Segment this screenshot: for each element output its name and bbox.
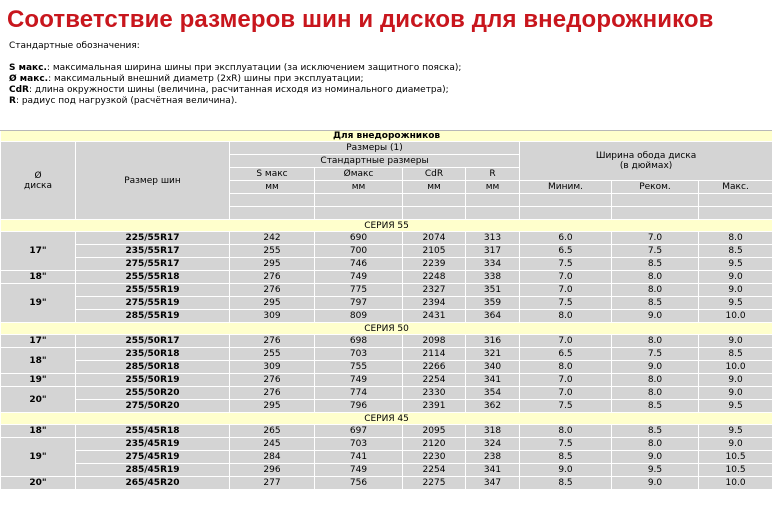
tire-size-cell: 285/55R19 — [76, 310, 230, 323]
legend-key: S макс. — [9, 63, 47, 73]
cdr-cell: 2074 — [403, 232, 466, 245]
tire-size-cell: 255/50R17 — [76, 335, 230, 348]
rim-max-cell: 9.0 — [699, 374, 772, 387]
rim-rec-cell: 7.5 — [612, 348, 699, 361]
cdr-cell: 2327 — [403, 284, 466, 297]
rim-diameter: 20" — [1, 477, 76, 490]
rim-min-cell: 8.5 — [520, 451, 612, 464]
tire-size-cell: 255/50R19 — [76, 374, 230, 387]
rim-diameter: 18" — [1, 271, 76, 284]
table-row — [1, 374, 772, 387]
d-max-cell: 746 — [315, 258, 403, 271]
header-s-max: S макс — [230, 168, 315, 181]
table-row — [1, 464, 772, 477]
r-cell: 351 — [466, 284, 520, 297]
table-row — [1, 245, 772, 258]
s-max-cell: 309 — [230, 310, 315, 323]
d-max-cell: 809 — [315, 310, 403, 323]
tire-size-cell: 225/55R17 — [76, 232, 230, 245]
rim-diameter: 19" — [1, 438, 76, 477]
tire-size-cell: 255/45R18 — [76, 425, 230, 438]
legend-key: R — [9, 96, 16, 106]
r-cell: 364 — [466, 310, 520, 323]
rim-min-cell: 7.5 — [520, 400, 612, 413]
tire-size-cell: 235/55R17 — [76, 245, 230, 258]
rim-min-cell: 7.5 — [520, 258, 612, 271]
s-max-cell: 277 — [230, 477, 315, 490]
table-row — [1, 310, 772, 323]
tire-size-cell: 275/50R20 — [76, 400, 230, 413]
legend-text: : длина окружности шины (величина, расчитанная исходя из номинального диаметра); — [28, 85, 449, 95]
rim-rec-cell: 8.5 — [612, 400, 699, 413]
table-row — [1, 232, 772, 245]
tire-size-cell: 265/45R20 — [76, 477, 230, 490]
rim-diameter: 18" — [1, 348, 76, 374]
r-cell: 317 — [466, 245, 520, 258]
table-row — [1, 297, 772, 310]
cdr-cell: 2120 — [403, 438, 466, 451]
page-title: Соответствие размеров шин и дисков для внедорожников — [7, 6, 714, 33]
tire-size-cell: 285/45R19 — [76, 464, 230, 477]
header-d-max: Øмакс — [315, 168, 403, 181]
rim-diameter: 20" — [1, 387, 76, 413]
rim-max-cell: 9.5 — [699, 400, 772, 413]
d-max-cell: 741 — [315, 451, 403, 464]
unit-cell: мм — [466, 181, 520, 194]
s-max-cell: 296 — [230, 464, 315, 477]
tire-rim-table — [0, 130, 772, 490]
rim-max-cell: 10.0 — [699, 477, 772, 490]
rim-diameter: 19" — [1, 284, 76, 323]
unit-cell: мм — [315, 181, 403, 194]
header-standard-sizes: Стандартные размеры — [230, 155, 520, 168]
table-row — [1, 258, 772, 271]
series-row — [1, 413, 772, 425]
cdr-cell: 2254 — [403, 374, 466, 387]
rim-rec-cell: 8.5 — [612, 258, 699, 271]
tire-size-cell: 275/55R19 — [76, 297, 230, 310]
rim-min-cell: 6.5 — [520, 348, 612, 361]
rim-min-cell: 7.0 — [520, 271, 612, 284]
table-row — [1, 477, 772, 490]
s-max-cell: 276 — [230, 271, 315, 284]
rim-max-cell: 9.5 — [699, 425, 772, 438]
table-body — [1, 220, 772, 490]
cdr-cell: 2095 — [403, 425, 466, 438]
table-row — [1, 451, 772, 464]
table-row — [1, 284, 772, 297]
header-rim-rec: Реком. — [612, 181, 699, 194]
rim-max-cell: 9.0 — [699, 284, 772, 297]
r-cell: 313 — [466, 232, 520, 245]
rim-rec-cell: 9.0 — [612, 451, 699, 464]
legend-item — [9, 96, 461, 107]
s-max-cell: 242 — [230, 232, 315, 245]
cdr-cell: 2248 — [403, 271, 466, 284]
rim-max-cell: 8.5 — [699, 245, 772, 258]
rim-min-cell: 6.5 — [520, 245, 612, 258]
rim-min-cell: 7.0 — [520, 374, 612, 387]
r-cell: 338 — [466, 271, 520, 284]
rim-diameter: 17" — [1, 335, 76, 348]
rim-rec-cell: 8.5 — [612, 297, 699, 310]
rim-max-cell: 8.0 — [699, 232, 772, 245]
header-diameter: Ø диска — [1, 142, 76, 220]
rim-rec-cell: 8.0 — [612, 271, 699, 284]
d-max-cell: 796 — [315, 400, 403, 413]
table-row — [1, 438, 772, 451]
legend-item — [9, 74, 461, 85]
series-row — [1, 323, 772, 335]
rim-rec-cell: 8.0 — [612, 374, 699, 387]
r-cell: 316 — [466, 335, 520, 348]
tire-size-cell: 255/50R20 — [76, 387, 230, 400]
s-max-cell: 309 — [230, 361, 315, 374]
table-header — [1, 131, 772, 220]
s-max-cell: 295 — [230, 258, 315, 271]
cdr-cell: 2275 — [403, 477, 466, 490]
r-cell: 318 — [466, 425, 520, 438]
header-rim-width: Ширина обода диска (в дюймах) — [520, 142, 772, 181]
rim-max-cell: 9.0 — [699, 335, 772, 348]
rim-diameter: 17" — [1, 232, 76, 271]
d-max-cell: 697 — [315, 425, 403, 438]
tire-size-cell: 235/50R18 — [76, 348, 230, 361]
s-max-cell: 255 — [230, 348, 315, 361]
table-row — [1, 361, 772, 374]
table-row — [1, 335, 772, 348]
s-max-cell: 265 — [230, 425, 315, 438]
cdr-cell: 2431 — [403, 310, 466, 323]
rim-max-cell: 10.0 — [699, 361, 772, 374]
d-max-cell: 774 — [315, 387, 403, 400]
rim-min-cell: 7.0 — [520, 284, 612, 297]
rim-rec-cell: 7.0 — [612, 232, 699, 245]
rim-max-cell: 8.5 — [699, 348, 772, 361]
rim-max-cell: 10.5 — [699, 464, 772, 477]
cdr-cell: 2114 — [403, 348, 466, 361]
rim-max-cell: 9.0 — [699, 387, 772, 400]
r-cell: 362 — [466, 400, 520, 413]
legend-text: : радиус под нагрузкой (расчётная величина). — [15, 96, 238, 106]
cdr-cell: 2266 — [403, 361, 466, 374]
d-max-cell: 703 — [315, 438, 403, 451]
d-max-cell: 775 — [315, 284, 403, 297]
d-max-cell: 756 — [315, 477, 403, 490]
header-rim-max: Макс. — [699, 181, 772, 194]
r-cell: 340 — [466, 361, 520, 374]
header-tire-size: Размер шин — [76, 142, 230, 220]
r-cell: 238 — [466, 451, 520, 464]
legend-text: : максимальная ширина шины при эксплуатации (за исключением защитного пояска); — [46, 63, 462, 73]
d-max-cell: 749 — [315, 464, 403, 477]
r-cell: 354 — [466, 387, 520, 400]
header-sizes-group: Размеры (1) — [230, 142, 520, 155]
rim-max-cell: 9.0 — [699, 438, 772, 451]
d-max-cell: 703 — [315, 348, 403, 361]
series-label: СЕРИЯ 55 — [1, 220, 772, 232]
legend — [9, 41, 461, 107]
header-r: R — [466, 168, 520, 181]
tire-size-cell: 275/45R19 — [76, 451, 230, 464]
unit-cell: мм — [403, 181, 466, 194]
tire-size-cell: 255/55R19 — [76, 284, 230, 297]
rim-rec-cell: 9.0 — [612, 361, 699, 374]
tire-size-cell: 285/50R18 — [76, 361, 230, 374]
r-cell: 359 — [466, 297, 520, 310]
tire-size-cell: 235/45R19 — [76, 438, 230, 451]
d-max-cell: 755 — [315, 361, 403, 374]
rim-rec-cell: 8.0 — [612, 438, 699, 451]
table-row — [1, 348, 772, 361]
s-max-cell: 276 — [230, 374, 315, 387]
rim-min-cell: 8.0 — [520, 361, 612, 374]
cdr-cell: 2330 — [403, 387, 466, 400]
tire-size-cell: 275/55R17 — [76, 258, 230, 271]
rim-max-cell: 9.5 — [699, 297, 772, 310]
unit-cell: мм — [230, 181, 315, 194]
legend-item — [9, 85, 461, 96]
rim-min-cell: 7.5 — [520, 297, 612, 310]
s-max-cell: 295 — [230, 400, 315, 413]
table-row — [1, 387, 772, 400]
rim-max-cell: 10.0 — [699, 310, 772, 323]
r-cell: 347 — [466, 477, 520, 490]
r-cell: 334 — [466, 258, 520, 271]
s-max-cell: 245 — [230, 438, 315, 451]
d-max-cell: 749 — [315, 271, 403, 284]
cdr-cell: 2230 — [403, 451, 466, 464]
header-rim-min: Миним. — [520, 181, 612, 194]
d-max-cell: 700 — [315, 245, 403, 258]
cdr-cell: 2394 — [403, 297, 466, 310]
legend-text: : максимальный внешний диаметр (2xR) шины при эксплуатации; — [48, 74, 364, 84]
table-row — [1, 425, 772, 438]
legend-key: CdR — [9, 85, 29, 95]
rim-min-cell: 9.0 — [520, 464, 612, 477]
header-cdr: CdR — [403, 168, 466, 181]
series-label: СЕРИЯ 50 — [1, 323, 772, 335]
rim-rec-cell: 7.5 — [612, 245, 699, 258]
rim-max-cell: 9.5 — [699, 258, 772, 271]
cdr-cell: 2105 — [403, 245, 466, 258]
rim-max-cell: 9.0 — [699, 271, 772, 284]
rim-max-cell: 10.5 — [699, 451, 772, 464]
d-max-cell: 749 — [315, 374, 403, 387]
rim-diameter: 18" — [1, 425, 76, 438]
table-caption: Для внедорожников — [1, 131, 772, 142]
rim-min-cell: 7.0 — [520, 387, 612, 400]
rim-min-cell: 6.0 — [520, 232, 612, 245]
rim-diameter: 19" — [1, 374, 76, 387]
rim-rec-cell: 8.5 — [612, 425, 699, 438]
r-cell: 324 — [466, 438, 520, 451]
cdr-cell: 2098 — [403, 335, 466, 348]
s-max-cell: 295 — [230, 297, 315, 310]
rim-min-cell: 8.0 — [520, 310, 612, 323]
d-max-cell: 698 — [315, 335, 403, 348]
rim-rec-cell: 9.0 — [612, 310, 699, 323]
rim-min-cell: 7.0 — [520, 335, 612, 348]
series-label: СЕРИЯ 45 — [1, 413, 772, 425]
rim-rec-cell: 8.0 — [612, 387, 699, 400]
r-cell: 321 — [466, 348, 520, 361]
cdr-cell: 2254 — [403, 464, 466, 477]
rim-min-cell: 8.5 — [520, 477, 612, 490]
rim-min-cell: 8.0 — [520, 425, 612, 438]
d-max-cell: 797 — [315, 297, 403, 310]
rim-rec-cell: 9.5 — [612, 464, 699, 477]
legend-intro: Стандартные обозначения: — [9, 41, 140, 51]
legend-item — [9, 63, 461, 74]
table-row — [1, 400, 772, 413]
s-max-cell: 276 — [230, 387, 315, 400]
rim-rec-cell: 9.0 — [612, 477, 699, 490]
series-row — [1, 220, 772, 232]
cdr-cell: 2239 — [403, 258, 466, 271]
s-max-cell: 255 — [230, 245, 315, 258]
s-max-cell: 276 — [230, 335, 315, 348]
table-row — [1, 271, 772, 284]
tire-size-cell: 255/55R18 — [76, 271, 230, 284]
s-max-cell: 284 — [230, 451, 315, 464]
d-max-cell: 690 — [315, 232, 403, 245]
rim-rec-cell: 8.0 — [612, 284, 699, 297]
rim-rec-cell: 8.0 — [612, 335, 699, 348]
cdr-cell: 2391 — [403, 400, 466, 413]
r-cell: 341 — [466, 464, 520, 477]
legend-key: Ø макс. — [9, 74, 49, 84]
r-cell: 341 — [466, 374, 520, 387]
rim-min-cell: 7.5 — [520, 438, 612, 451]
s-max-cell: 276 — [230, 284, 315, 297]
